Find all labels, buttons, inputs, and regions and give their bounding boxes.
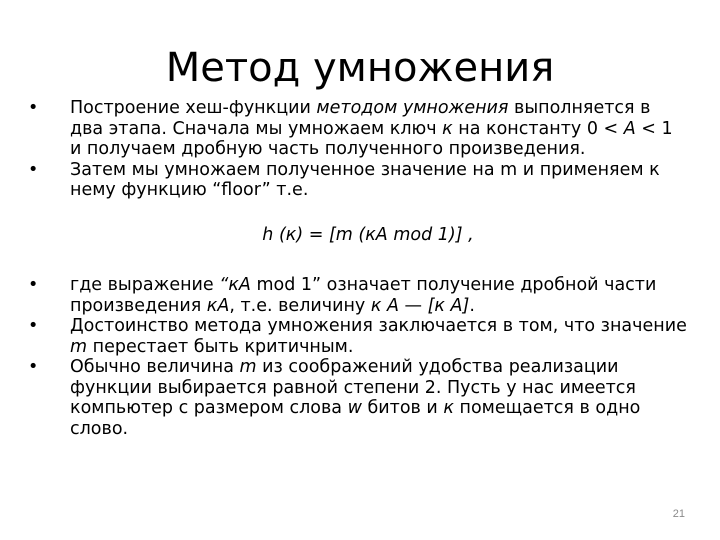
bullet-text-segment: Обычно величина [70, 357, 240, 377]
bullet-text-segment: “кA [219, 275, 251, 295]
bullet-text-segment: на константу 0 < [452, 118, 624, 139]
bullet-text-segment: из соображений удобства реализации функции выбирается равной степени 2. Пусть у нас имеется компьютер с размером слова [70, 357, 636, 418]
bullet-text-segment: и применяем к нему функцию “floor” т.е. [70, 159, 660, 200]
bullet-text-segment: . [469, 295, 475, 316]
top-bullet-2 [28, 160, 688, 201]
bullet-text-segment: Построение хеш-функции [70, 98, 317, 118]
bullet-text-segment: где выражение [70, 275, 220, 295]
bullet-list-top [28, 98, 688, 201]
slide-title: Метод умножения [165, 45, 555, 91]
bullet-text-segment: выполняется в два этапа. Сначала мы умножаем ключ [70, 98, 651, 139]
bullet-list-bottom [28, 275, 688, 439]
bullet-text-segment: методом умножения [316, 98, 509, 118]
bullet-text-segment: m [70, 336, 88, 357]
bullet-text-segment: Затем мы умножаем полученное значение на [70, 159, 501, 180]
formula: h (к) = [m (кA mod 1)] , [262, 224, 474, 245]
bullet-text-segment: A [623, 118, 636, 139]
bullet-dot: • [28, 316, 39, 336]
bullet-text-segment: < 1 и получаем дробную часть полученного произведения. [70, 118, 673, 159]
bottom-bullet-3 [28, 357, 688, 439]
bullet-text-segment: битов и [361, 398, 444, 418]
bullet-text-segment: — [398, 295, 428, 316]
bullet-dot: • [28, 159, 39, 180]
page-number: 21 [672, 508, 685, 520]
bullet-text-segment: m [239, 357, 257, 377]
bullet-text-segment: помещается в одно слово. [70, 398, 641, 439]
bullet-text-segment: mod 1” означает получение дробной части произведения [70, 275, 657, 316]
bullet-text-segment: Достоинство метода умножения заключается в том, что значение [70, 316, 687, 336]
bullet-dot: • [28, 98, 39, 118]
bullet-dot: • [28, 357, 39, 377]
bullet-text-segment: m [500, 159, 518, 180]
bullet-text-segment: перестает быть критичным. [87, 336, 354, 357]
bullet-text-segment: w [347, 398, 362, 418]
bottom-bullet-2 [28, 316, 688, 357]
bullet-text-segment: к A [370, 295, 399, 316]
bullet-text-segment: к [443, 398, 454, 418]
bullet-text-segment: , т.е. величину [229, 295, 371, 316]
bullet-dot: • [28, 275, 39, 295]
bullet-text-segment: [к A] [427, 295, 470, 316]
bullet-text-segment: к [442, 118, 453, 139]
bottom-bullet-1 [28, 275, 688, 316]
slide-content [28, 98, 688, 439]
top-bullet-1 [28, 98, 688, 160]
bullet-text-segment: кA [206, 295, 230, 316]
